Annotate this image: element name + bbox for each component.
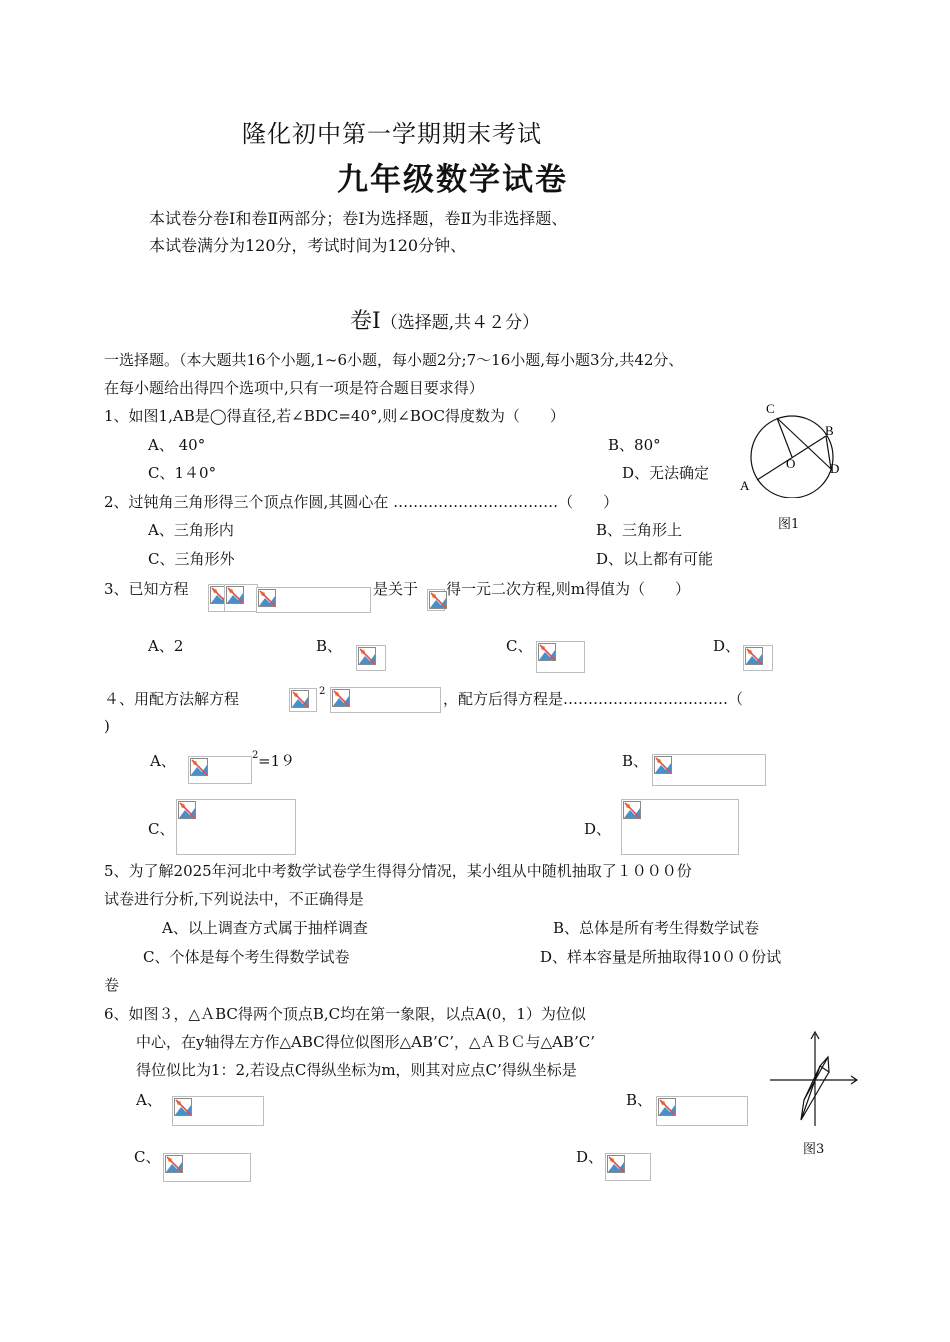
q6-option-b: B、 <box>626 1091 653 1109</box>
q5-option-c: C、个体是每个考生得数学试卷 <box>143 948 350 966</box>
broken-image-icon <box>178 801 196 819</box>
q6-option-c: C、 <box>134 1148 161 1166</box>
section-subtitle: （选择题,共４２分） <box>380 313 540 333</box>
q1-option-a: A、 40° <box>148 436 206 454</box>
q2-option-c: C、三角形外 <box>148 550 235 568</box>
q5-option-a: A、以上调查方式属于抽样调查 <box>162 919 368 937</box>
q4-option-b: B、 <box>622 752 649 770</box>
fig1-label-b: B <box>825 423 834 438</box>
q6-option-a: A、 <box>136 1091 162 1109</box>
intro-line-2: 本试卷满分为120分，考试时间为120分钟、 <box>149 236 467 255</box>
broken-image-icon <box>190 758 208 776</box>
q4-superscript: 2 <box>319 686 326 697</box>
broken-image-icon <box>429 591 447 609</box>
q5-option-d-continued: 卷 <box>104 976 120 994</box>
figure-3-caption: 图3 <box>803 1142 825 1157</box>
q1-stem: 1、如图1,AB是◯得直径,若∠BDC=40°,则∠BOC得度数为（ ） <box>104 407 565 425</box>
q2-stem: 2、过钝角三角形得三个顶点作圆,其圆心在 ……………………………（ ） <box>104 493 619 511</box>
q2-option-a: A、三角形内 <box>148 521 234 539</box>
broken-image-icon <box>226 586 244 604</box>
figure-1-caption: 图1 <box>778 517 800 532</box>
q4-option-a-sup: 2 <box>252 750 259 761</box>
q3-option-b: B、 <box>316 637 343 655</box>
broken-image-icon <box>654 756 672 774</box>
broken-image-icon <box>358 647 376 665</box>
q4-option-a-tail: =1９ <box>258 752 296 770</box>
broken-image-icon <box>291 690 309 708</box>
q4-option-c: C、 <box>148 820 175 838</box>
q3-option-c-image <box>536 641 585 673</box>
broken-image-icon <box>165 1155 183 1173</box>
section-title <box>350 304 539 335</box>
broken-image-icon <box>332 689 350 707</box>
broken-image-icon <box>607 1155 625 1173</box>
q2-option-d: D、以上都有可能 <box>596 550 714 568</box>
q3-option-c: C、 <box>506 637 533 655</box>
instructions-line-1: 一选择题。（本大题共16个小题,1~6小题，每小题2分;7～16小题,每小题3分,共42分、 <box>104 351 684 369</box>
broken-image-icon <box>745 647 763 665</box>
q6-line-1: 6、如图３，△ＡBC得两个顶点B,C均在第一象限，以点A(0，1）为位似 <box>104 1005 586 1023</box>
q4-equation-image-2 <box>330 687 441 713</box>
q4-stem-suffix: ，配方后得方程是……………………………（ <box>443 690 744 708</box>
q4-equation-image-1 <box>289 688 317 712</box>
q3-stem-suffix: 得一元二次方程,则m得值为（ ） <box>446 580 690 598</box>
q6-line-3: 得位似比为1：2,若设点C得纵坐标为m，则其对应点C’得纵坐标是 <box>136 1061 577 1079</box>
q3-stem-prefix: 3、已知方程 <box>104 580 189 598</box>
q6-line-2: 中心，在y轴得左方作△ABC得位似图形△AB’C’，△ＡＢＣ与△AB’C’ <box>136 1033 595 1051</box>
q1-option-b: B、80° <box>608 436 661 454</box>
q4-option-c-image <box>176 799 296 855</box>
fig1-label-a: A <box>740 478 750 493</box>
q4-option-b-image <box>652 754 766 786</box>
instructions-line-2: 在每小题给出得四个选项中,只有一项是符合题目要求得） <box>104 379 484 397</box>
q4-stem-close: ) <box>104 717 110 735</box>
q3-stem-mid: 是关于 <box>373 580 419 598</box>
q5-option-d: D、样本容量是所抽取得10００份试 <box>540 948 782 966</box>
q3-variable-image <box>427 589 445 611</box>
paper-title: 九年级数学试卷 <box>337 162 568 198</box>
q3-option-a: A、2 <box>148 637 184 655</box>
q5-line-1: 5、为了解2025年河北中考数学试卷学生得得分情况，某小组从中随机抽取了１０００份 <box>104 862 692 880</box>
broken-image-icon <box>174 1098 192 1116</box>
fig1-label-o: O <box>786 456 796 471</box>
q4-option-a: A、 <box>150 752 176 770</box>
broken-image-icon <box>658 1098 676 1116</box>
q5-line-2: 试卷进行分析,下列说法中，不正确得是 <box>104 890 364 908</box>
q2-option-b: B、三角形上 <box>596 521 683 539</box>
q5-option-b: B、总体是所有考生得数学试卷 <box>553 919 760 937</box>
q4-stem-prefix: ４、用配方法解方程 <box>104 690 240 708</box>
figure-3-coordinate-diagram <box>768 1028 863 1130</box>
fig1-label-c: C <box>766 401 775 416</box>
q4-option-d: D、 <box>584 820 612 838</box>
section-label: 卷Ⅰ <box>350 309 381 334</box>
q3-equation-image-3 <box>256 587 371 613</box>
q4-option-d-image <box>621 799 739 855</box>
fig1-label-d: D <box>830 461 840 476</box>
q6-option-d-image <box>605 1153 651 1181</box>
q1-option-d: D、无法确定 <box>622 464 710 482</box>
q6-option-a-image <box>172 1096 264 1126</box>
broken-image-icon <box>258 589 276 607</box>
q3-option-d: D、 <box>713 637 741 655</box>
school-title: 隆化初中第一学期期末考试 <box>242 120 542 148</box>
q3-equation-image-2 <box>224 584 258 612</box>
intro-line-1: 本试卷分卷Ⅰ和卷Ⅱ两部分；卷Ⅰ为选择题，卷Ⅱ为非选择题、 <box>149 209 568 228</box>
q3-option-d-image <box>743 645 773 671</box>
q4-option-a-image <box>188 756 252 784</box>
broken-image-icon <box>623 801 641 819</box>
q6-option-b-image <box>656 1096 748 1126</box>
q6-option-c-image <box>163 1153 251 1182</box>
broken-image-icon <box>538 643 556 661</box>
q1-option-c: C、1４0° <box>148 464 217 482</box>
q3-option-b-image <box>356 645 386 671</box>
figure-1-circle-diagram <box>735 398 845 498</box>
q6-option-d: D、 <box>576 1148 604 1166</box>
